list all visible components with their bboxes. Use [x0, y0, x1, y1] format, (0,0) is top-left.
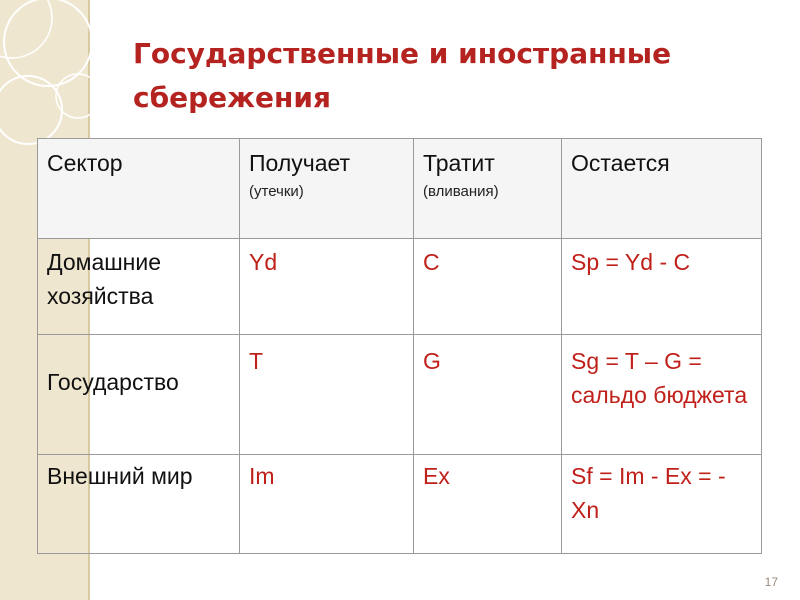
decorative-circles-icon [0, 0, 140, 160]
table-row [38, 239, 762, 335]
header-label: Остается [571, 150, 670, 176]
receives-cell: Im [240, 455, 414, 554]
header-cell-spends [414, 139, 562, 239]
receives-cell: T [240, 335, 414, 455]
header-sublabel: (вливания) [423, 183, 499, 200]
table-row [38, 455, 762, 554]
header-label: Получает [249, 150, 351, 176]
receives-cell: Yd [240, 239, 414, 335]
spends-cell: G [414, 335, 562, 455]
header-cell-receives [240, 139, 414, 239]
spends-cell: Ex [414, 455, 562, 554]
table-row [38, 335, 762, 455]
remains-cell: Sg = T – G = сальдо бюджета [562, 335, 762, 455]
header-sublabel: (утечки) [249, 183, 304, 200]
page-number: 17 [764, 575, 778, 589]
savings-table [37, 138, 762, 554]
slide-title: Государственные и иностранные сбережения [133, 37, 672, 114]
header-cell-remains [562, 139, 762, 239]
sector-cell: Домашние хозяйства [38, 239, 240, 335]
table-header-row [38, 139, 762, 239]
spends-cell: C [414, 239, 562, 335]
sector-cell: Внешний мир [38, 455, 240, 554]
header-label: Сектор [47, 150, 123, 176]
remains-cell: Sf = Im - Ex = -Xn [562, 455, 762, 554]
header-label: Тратит [423, 150, 495, 176]
header-cell-sector [38, 139, 240, 239]
sector-cell: Государство [38, 335, 240, 455]
remains-cell: Sp = Yd - C [562, 239, 762, 335]
